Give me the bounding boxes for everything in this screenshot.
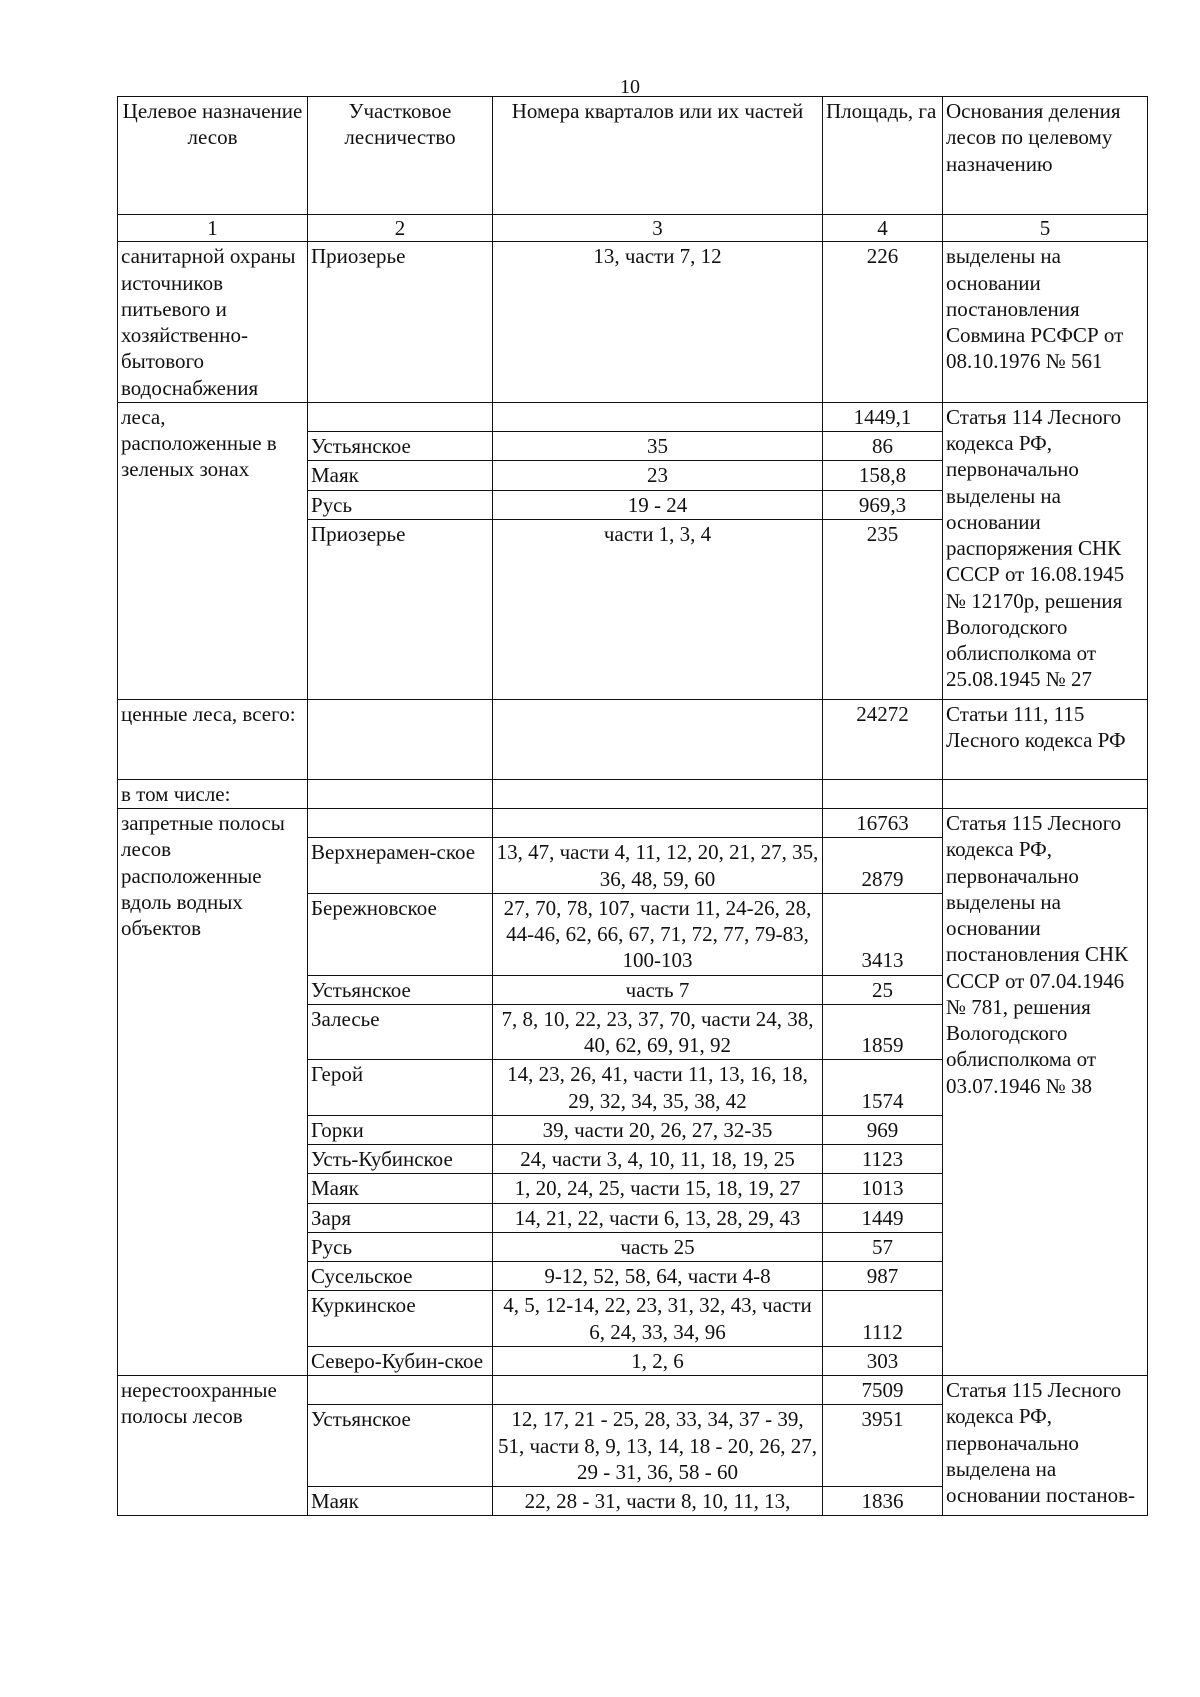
quarters-cell — [493, 699, 823, 779]
forestry-cell: Заря — [308, 1203, 493, 1232]
area-cell: 303 — [823, 1346, 943, 1375]
purpose-cell: запретные полосы лесов расположенные вдоль водных объектов — [118, 809, 308, 1376]
area-cell: 24272 — [823, 699, 943, 779]
forestry-cell: Северо-Кубин-ское — [308, 1346, 493, 1375]
basis-cell: Статьи 111, 115 Лесного кодекса РФ — [943, 699, 1148, 779]
header-forestry: Участковое лесничество — [308, 97, 493, 215]
forestry-cell: Горки — [308, 1115, 493, 1144]
table-row — [118, 779, 1148, 808]
forestry-cell — [308, 402, 493, 431]
forestry-cell: Куркинское — [308, 1291, 493, 1347]
forestry-cell: Бережновское — [308, 893, 493, 975]
col-index: 5 — [943, 215, 1148, 242]
quarters-cell: 22, 28 - 31, части 8, 10, 11, 13, — [493, 1487, 823, 1516]
header-area: Площадь, га — [823, 97, 943, 215]
quarters-cell: 7, 8, 10, 22, 23, 37, 70, части 24, 38, 40, 62, 69, 91, 92 — [493, 1004, 823, 1060]
table-header-row — [118, 97, 1148, 215]
forest-purpose-table — [117, 96, 1148, 1516]
area-cell: 1013 — [823, 1174, 943, 1203]
forestry-cell: Устьянское — [308, 1405, 493, 1487]
area-cell: 2879 — [823, 838, 943, 894]
forestry-cell: Сусельское — [308, 1262, 493, 1291]
quarters-cell: 1, 2, 6 — [493, 1346, 823, 1375]
header-quarters: Номера кварталов или их частей — [493, 97, 823, 215]
area-total-cell: 7509 — [823, 1376, 943, 1405]
quarters-cell: 12, 17, 21 - 25, 28, 33, 34, 37 - 39, 51, части 8, 9, 13, 14, 18 - 20, 26, 27, 29 - 31, 36, 58 - 60 — [493, 1405, 823, 1487]
forestry-cell — [308, 809, 493, 838]
col-index: 1 — [118, 215, 308, 242]
quarters-cell: 4, 5, 12-14, 22, 23, 31, 32, 43, части 6, 24, 33, 34, 96 — [493, 1291, 823, 1347]
area-cell: 1574 — [823, 1060, 943, 1116]
purpose-cell: санитарной охраны источников питьевого и хозяйственно-бытового водоснабжения — [118, 242, 308, 403]
forestry-cell: Русь — [308, 490, 493, 519]
quarters-cell: 9-12, 52, 58, 64, части 4-8 — [493, 1262, 823, 1291]
area-cell: 25 — [823, 975, 943, 1004]
area-total-cell: 16763 — [823, 809, 943, 838]
area-cell: 1449 — [823, 1203, 943, 1232]
quarters-cell — [493, 809, 823, 838]
forestry-cell: Верхнерамен-ское — [308, 838, 493, 894]
col-index: 2 — [308, 215, 493, 242]
area-cell: 235 — [823, 519, 943, 699]
quarters-cell: 27, 70, 78, 107, части 11, 24-26, 28, 44-46, 62, 66, 67, 71, 72, 77, 79-83, 100-103 — [493, 893, 823, 975]
area-cell: 1123 — [823, 1145, 943, 1174]
empty-cell — [493, 779, 823, 808]
quarters-cell: 13, 47, части 4, 11, 12, 20, 21, 27, 35, 36, 48, 59, 60 — [493, 838, 823, 894]
area-cell: 3951 — [823, 1405, 943, 1487]
quarters-cell: 24, части 3, 4, 10, 11, 18, 19, 25 — [493, 1145, 823, 1174]
empty-cell — [308, 779, 493, 808]
area-cell: 969,3 — [823, 490, 943, 519]
forestry-cell — [308, 1376, 493, 1405]
forestry-cell: Герой — [308, 1060, 493, 1116]
forestry-cell: Залесье — [308, 1004, 493, 1060]
area-cell: 987 — [823, 1262, 943, 1291]
page-number: 10 — [620, 76, 640, 98]
area-total-cell: 1449,1 — [823, 402, 943, 431]
purpose-cell: ценные леса, всего: — [118, 699, 308, 779]
forestry-cell: Маяк — [308, 1487, 493, 1516]
quarters-cell: 13, части 7, 12 — [493, 242, 823, 403]
purpose-cell: в том числе: — [118, 779, 308, 808]
table-row — [118, 1376, 1148, 1405]
basis-cell: Статья 115 Лесного кодекса РФ, первоначально выделена на основании постанов- — [943, 1376, 1148, 1516]
basis-cell: Статья 115 Лесного кодекса РФ, первоначально выделены на основании постановления СНК СССР от 07.04.1946 № 781, решения Вологодского облисполкома от 03.07.1946 № 38 — [943, 809, 1148, 1376]
header-basis: Основания деления лесов по целевому назначению — [943, 97, 1148, 215]
forestry-cell: Маяк — [308, 1174, 493, 1203]
forestry-cell: Усть-Кубинское — [308, 1145, 493, 1174]
forestry-cell: Приозерье — [308, 519, 493, 699]
area-cell: 1112 — [823, 1291, 943, 1347]
header-purpose: Целевое назначение лесов — [118, 97, 308, 215]
empty-cell — [823, 779, 943, 808]
forestry-cell: Маяк — [308, 461, 493, 490]
basis-cell: Статья 114 Лесного кодекса РФ, первоначально выделены на основании распоряжения СНК СССР от 16.08.1945 № 12170р, решения Вологодского облисполкома от 25.08.1945 № 27 — [943, 402, 1148, 699]
area-cell: 86 — [823, 432, 943, 461]
empty-cell — [943, 779, 1148, 808]
area-cell: 969 — [823, 1115, 943, 1144]
quarters-cell: часть 7 — [493, 975, 823, 1004]
area-cell: 1836 — [823, 1487, 943, 1516]
col-index: 4 — [823, 215, 943, 242]
purpose-cell: леса, расположенные в зеленых зонах — [118, 402, 308, 699]
quarters-cell: 19 - 24 — [493, 490, 823, 519]
forestry-cell: Приозерье — [308, 242, 493, 403]
area-cell: 226 — [823, 242, 943, 403]
table-row — [118, 699, 1148, 779]
quarters-cell: части 1, 3, 4 — [493, 519, 823, 699]
purpose-cell: нерестоохранные полосы лесов — [118, 1376, 308, 1516]
col-index: 3 — [493, 215, 823, 242]
quarters-cell: 14, 23, 26, 41, части 11, 13, 16, 18, 29, 32, 34, 35, 38, 42 — [493, 1060, 823, 1116]
area-cell: 1859 — [823, 1004, 943, 1060]
area-cell: 3413 — [823, 893, 943, 975]
forestry-cell: Русь — [308, 1232, 493, 1261]
quarters-cell: 14, 21, 22, части 6, 13, 28, 29, 43 — [493, 1203, 823, 1232]
forestry-cell — [308, 699, 493, 779]
table-row — [118, 402, 1148, 431]
basis-cell: выделены на основании постановления Совмина РСФСР от 08.10.1976 № 561 — [943, 242, 1148, 403]
quarters-cell — [493, 402, 823, 431]
area-cell: 57 — [823, 1232, 943, 1261]
quarters-cell — [493, 1376, 823, 1405]
quarters-cell: 1, 20, 24, 25, части 15, 18, 19, 27 — [493, 1174, 823, 1203]
column-index-row — [118, 215, 1148, 242]
quarters-cell: часть 25 — [493, 1232, 823, 1261]
forestry-cell: Устьянское — [308, 975, 493, 1004]
quarters-cell: 35 — [493, 432, 823, 461]
forestry-cell: Устьянское — [308, 432, 493, 461]
area-cell: 158,8 — [823, 461, 943, 490]
quarters-cell: 23 — [493, 461, 823, 490]
quarters-cell: 39, части 20, 26, 27, 32-35 — [493, 1115, 823, 1144]
table-row — [118, 242, 1148, 403]
table-row — [118, 809, 1148, 838]
